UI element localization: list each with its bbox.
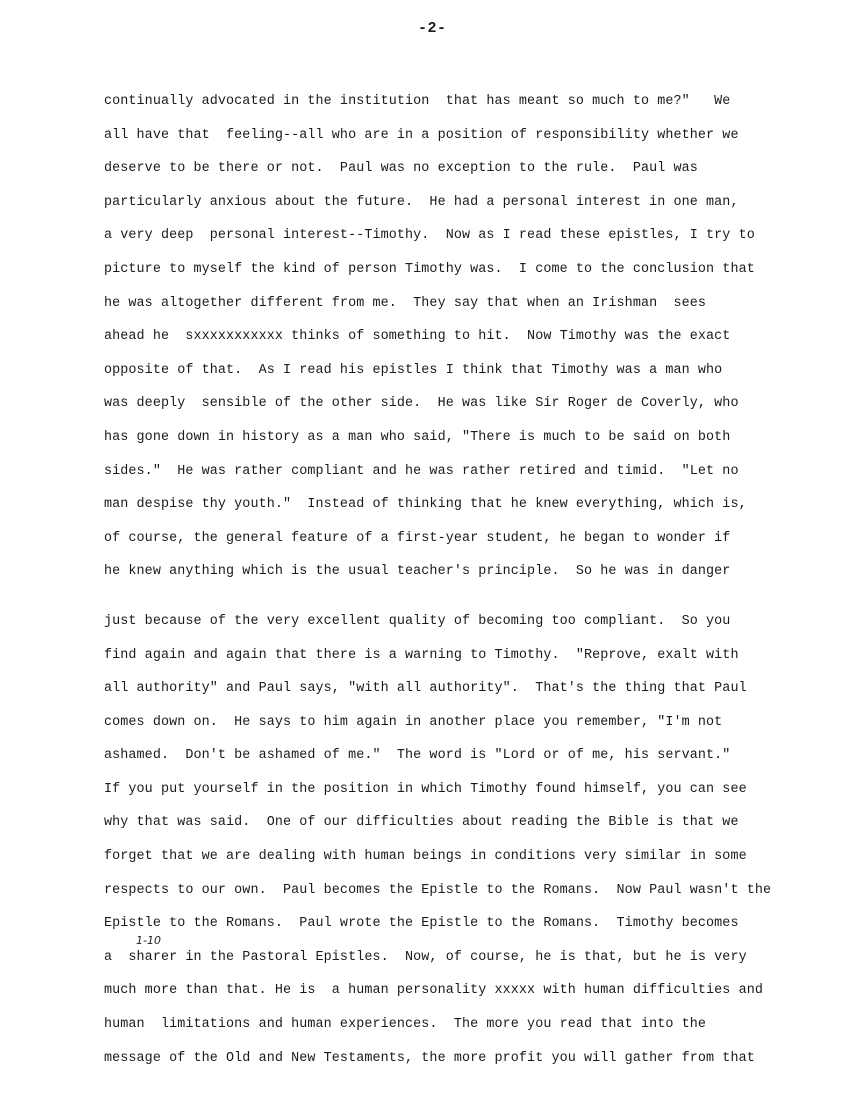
page-number: -2- [418, 20, 447, 37]
text-line: of course, the general feature of a first-year student, he began to wonder if [104, 530, 731, 546]
text-line: particularly anxious about the future. He had a personal interest in one man, [104, 194, 739, 210]
text-line: picture to myself the kind of person Timothy was. I come to the conclusion that [104, 261, 755, 277]
text-line: was deeply sensible of the other side. He was like Sir Roger de Coverly, who [104, 396, 739, 412]
text-line: deserve to be there or not. Paul was no exception to the rule. Paul was [104, 161, 698, 177]
text-line: man despise thy youth." Instead of thinking that he knew everything, which is, [104, 497, 747, 513]
text-line: ashamed. Don't be ashamed of me." The word is "Lord or of me, his servant." [104, 748, 731, 764]
text-line: he knew anything which is the usual teacher's principle. So he was in danger [104, 564, 731, 580]
text-line: just because of the very excellent quality of becoming too compliant. So you [104, 613, 731, 629]
text-line: a sharer in the Pastoral Epistles. Now, of course, he is that, but he is very [104, 949, 747, 965]
text-line: continually advocated in the institution that has meant so much to me?" We [104, 94, 731, 109]
text-line: opposite of that. As I read his epistles I think that Timothy was a man who [104, 362, 723, 378]
text-line: forget that we are dealing with human beings in conditions very similar in some [104, 849, 747, 865]
text-line: respects to our own. Paul becomes the Epistle to the Romans. Now Paul wasn't the [104, 882, 772, 898]
text-line: much more than that. He is a human personality xxxxx with human difficulties and [104, 983, 763, 999]
text-line: message of the Old and New Testaments, the more profit you will gather from that [104, 1050, 755, 1066]
text-line: comes down on. He says to him again in another place you remember, "I'm not [104, 714, 723, 730]
text-line: ahead he sxxxxxxxxxxx thinks of something to hit. Now Timothy was the exact [104, 329, 731, 345]
text-line: human limitations and human experiences. The more you read that into the [104, 1017, 707, 1033]
text-line: he was altogether different from me. They say that when an Irishman sees [104, 295, 707, 311]
text-line: sides." He was rather compliant and he was rather retired and timid. "Let no [104, 463, 739, 479]
text-line: all authority" and Paul says, "with all authority". That's the thing that Paul [104, 681, 747, 697]
text-line: a very deep personal interest--Timothy. Now as I read these epistles, I try to [104, 228, 755, 244]
text-line: has gone down in history as a man who said, "There is much to be said on both [104, 429, 731, 445]
text-line: all have that feeling--all who are in a position of responsibility whether we [104, 127, 739, 143]
text-line: why that was said. One of our difficulties about reading the Bible is that we [104, 815, 739, 831]
text-line: If you put yourself in the position in which Timothy found himself, you can see [104, 781, 747, 797]
text-line: find again and again that there is a warning to Timothy. "Reprove, exalt with [104, 647, 739, 663]
body-text [104, 92, 844, 1082]
text-line: Epistle to the Romans. Paul wrote the Epistle to the Romans. Timothy becomes [104, 916, 739, 932]
handwritten-margin-note: 1-10 [136, 934, 161, 947]
